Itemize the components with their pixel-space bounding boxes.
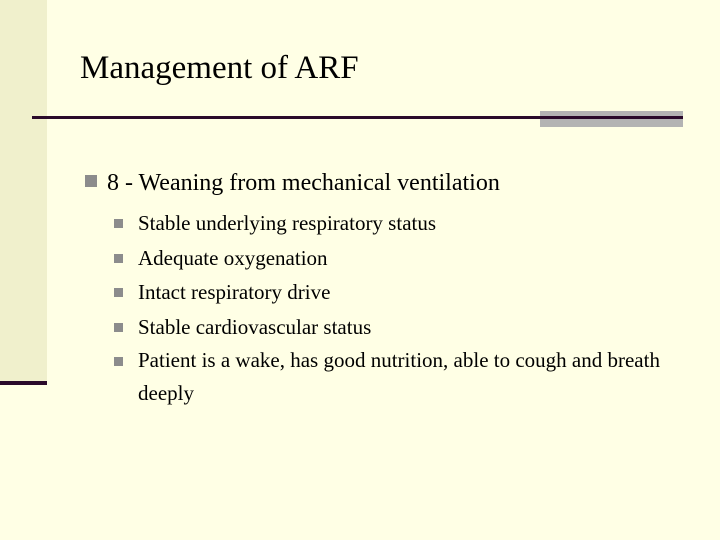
title-underline-gray-block [540,111,683,127]
sub-bullet-text: Intact respiratory drive [138,280,331,304]
square-bullet-icon [114,254,123,263]
sub-bullet-item [114,241,684,276]
sub-bullet-text: Adequate oxygenation [138,245,328,270]
sub-bullet-text: Stable underlying respiratory status [138,211,437,235]
sub-bullet-item [114,310,684,345]
square-bullet-icon [114,323,123,332]
sub-bullet-item [114,344,684,410]
sub-bullet-text: Stable cardiovascular status [138,314,372,339]
sub-bullet-list [114,206,684,410]
square-bullet-icon [114,288,123,297]
square-bullet-icon [114,357,123,366]
sub-bullet-item [114,206,684,241]
main-bullet-text: 8 - Weaning from mechanical ventilation [107,170,500,196]
square-bullet-icon [114,219,123,228]
slide-title: Management of ARF [80,50,359,86]
title-underline-end [540,116,683,119]
square-bullet-icon [85,175,97,187]
title-underline [32,116,540,119]
sub-bullet-text: Patient is a wake, has good nutrition, able to cough and breath deeply [138,348,660,405]
left-accent-band [0,0,47,383]
left-accent-rule [0,381,47,385]
sub-bullet-item [114,275,684,310]
